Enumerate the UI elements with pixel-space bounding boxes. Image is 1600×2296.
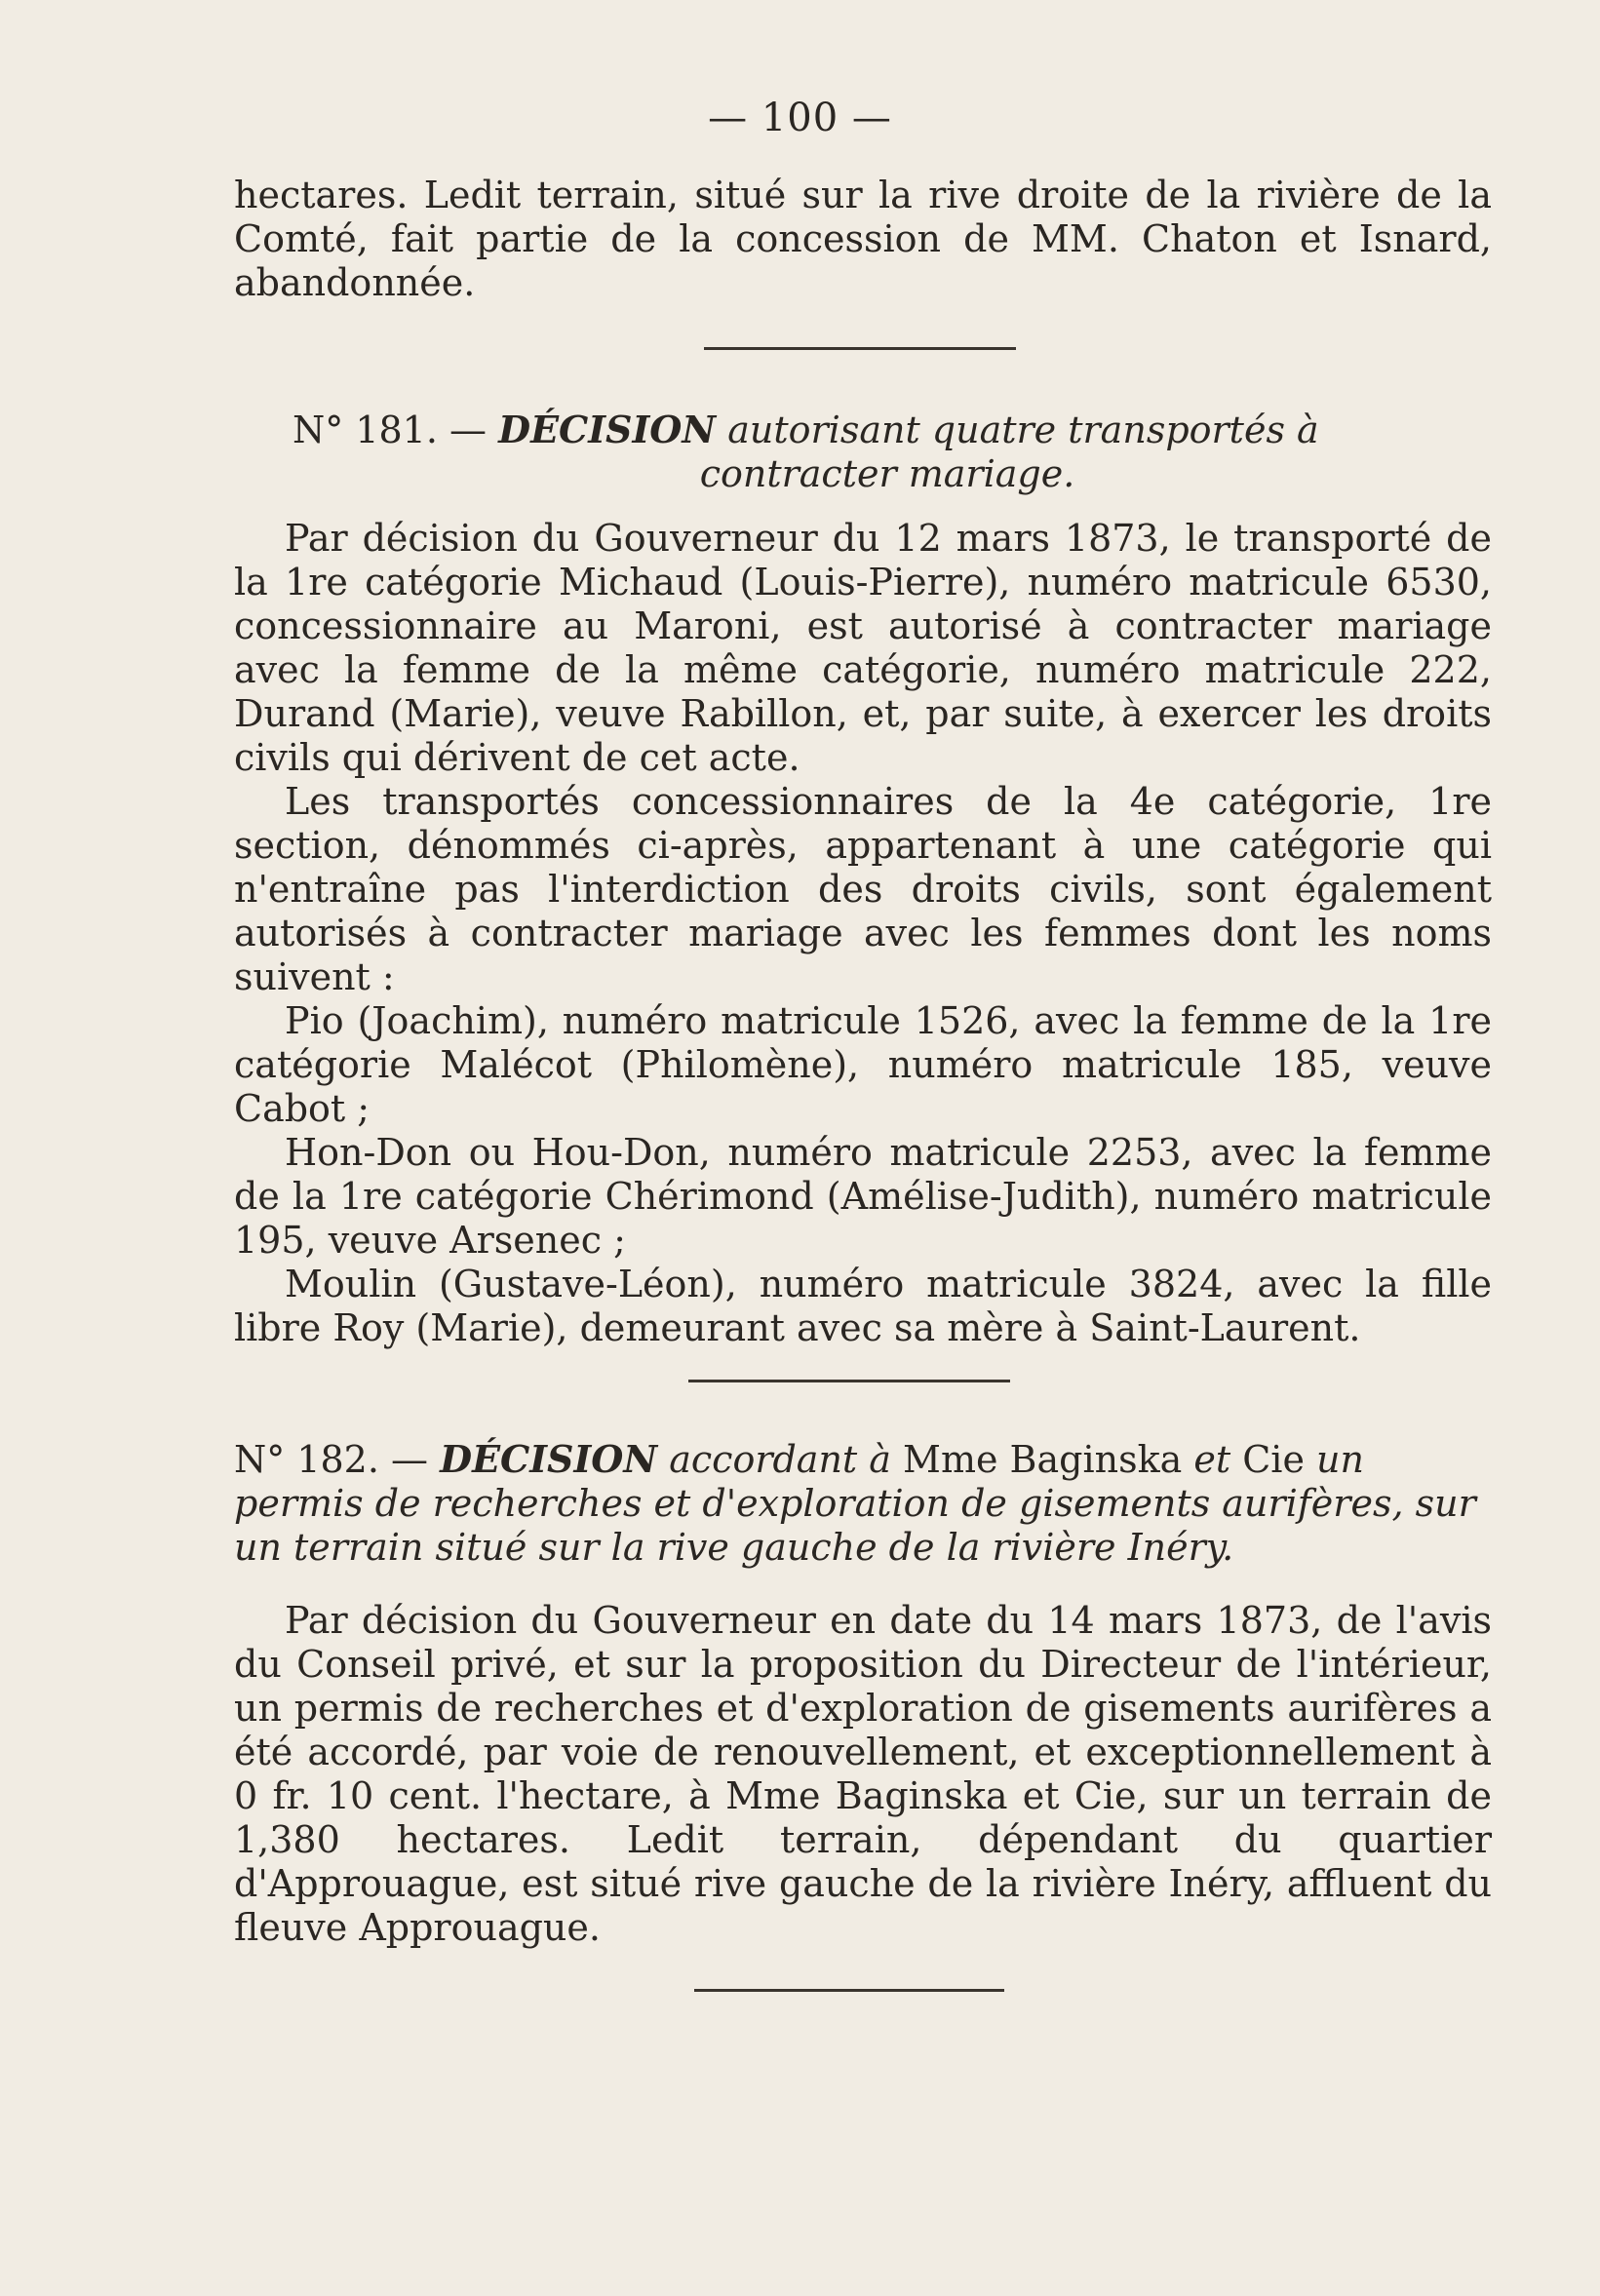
decision-182-number: N° 182. — bbox=[234, 1438, 429, 1481]
decision-181-title-keyword: DÉCISION bbox=[498, 408, 717, 451]
decision-181-title-cont: contracter mariage. bbox=[699, 452, 1075, 495]
decision-181-body bbox=[234, 517, 1492, 1350]
decision-182-body bbox=[234, 1599, 1492, 1950]
top-paragraph: hectares. Ledit terrain, situé sur la rive droite de la rivière de la Comté, fait partie de la concession de MM. Chaton et Isnard, abandonnée. bbox=[234, 174, 1492, 304]
decision-182-title-and: et bbox=[1193, 1438, 1231, 1481]
top-paragraph-block bbox=[234, 174, 1492, 305]
decision-182-paragraph: Par décision du Gouverneur en date du 14 mars 1873, de l'avis du Conseil privé, et sur la proposition du Directeur de l'intérieur, un permis de recherches et d'exploration de gisements aurifères a été accordé, par voie de renouvellement, et exceptionnellement à 0 fr. 10 cent. l'hectare, à Mme Baginska et Cie, sur un terrain de 1,380 hectares. Ledit terrain, dépendant du quartier d'Approuague, est situé rive gauche de la rivière Inéry, affluent du fleuve Approuague. bbox=[234, 1599, 1492, 1949]
section-divider bbox=[688, 1380, 1010, 1382]
decision-182-title-keyword: DÉCISION bbox=[440, 1437, 658, 1481]
section-divider bbox=[704, 347, 1016, 350]
decision-182-title-company: Cie bbox=[1242, 1438, 1305, 1481]
decision-181-paragraph-2: Les transportés concessionnaires de la 4e catégorie, 1re section, dénommés ci-après, appartenant à une catégorie qui n'entraîne pas l'interdiction des droits civils, sont également autorisés à contracter mariage avec les femmes dont les noms suivent : bbox=[234, 780, 1492, 998]
decision-181-heading bbox=[234, 408, 1492, 496]
section-divider bbox=[694, 1989, 1004, 1992]
decision-181-number: N° 181. — bbox=[293, 409, 488, 451]
decision-181-title-text: autorisant quatre transportés à bbox=[727, 409, 1319, 451]
decision-182-title-text: accordant à bbox=[669, 1438, 891, 1481]
page-number: — 100 — bbox=[708, 96, 892, 140]
decision-181-paragraph-3: Pio (Joachim), numéro matricule 1526, avec la femme de la 1re catégorie Malécot (Philomène), numéro matricule 185, veuve Cabot ; bbox=[234, 999, 1492, 1130]
decision-182-heading bbox=[234, 1437, 1492, 1570]
decision-182-title-rest: un permis de recherches et d'exploration de gisements aurifères, sur un terrain situé sur la rive gauche de la rivière Inéry. bbox=[234, 1438, 1476, 1569]
decision-181-paragraph-5: Moulin (Gustave-Léon), numéro matricule 3824, avec la fille libre Roy (Marie), demeurant avec sa mère à Saint-Laurent. bbox=[234, 1263, 1492, 1349]
decision-182-title-name: Mme Baginska bbox=[903, 1438, 1183, 1481]
decision-181-paragraph-1: Par décision du Gouverneur du 12 mars 1873, le transporté de la 1re catégorie Michaud (Louis-Pierre), numéro matricule 6530, concessionnaire au Maroni, est autorisé à contracter mariage avec la femme de la même catégorie, numéro matricule 222, Durand (Marie), veuve Rabillon, et, par suite, à exercer les droits civils qui dérivent de cet acte. bbox=[234, 517, 1492, 779]
decision-181-paragraph-4: Hon-Don ou Hou-Don, numéro matricule 2253, avec la femme de la 1re catégorie Chérimond (Amélise-Judith), numéro matricule 195, veuve Arsenec ; bbox=[234, 1131, 1492, 1262]
